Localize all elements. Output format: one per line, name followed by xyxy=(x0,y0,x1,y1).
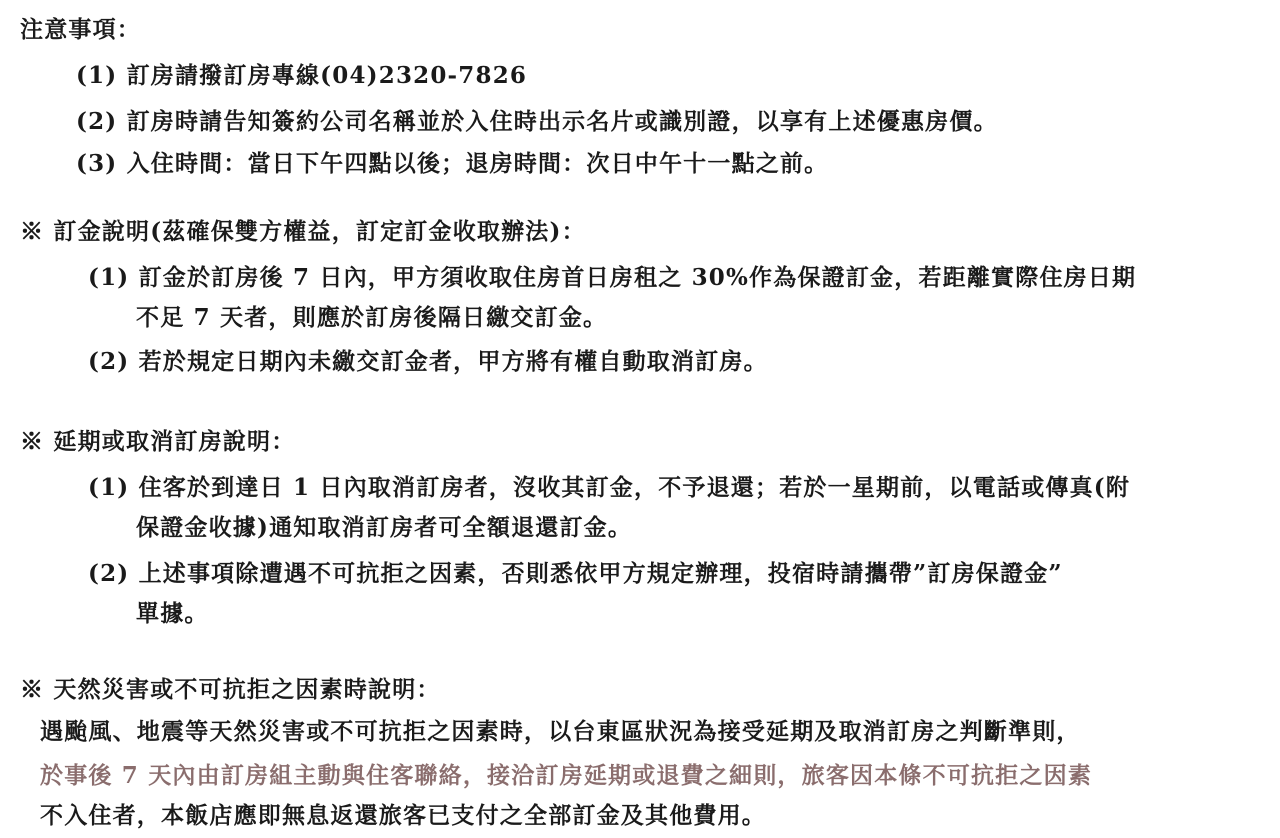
cancellation-item-2-line-2: 單據。 xyxy=(136,600,209,627)
notes-heading: 注意事項： xyxy=(20,16,141,43)
cancellation-item-1-line-1: (1) 住客於到達日 1 日內取消訂房者，沒收其訂金，不予退還；若於一星期前，以電話或傳真(附 xyxy=(88,474,1131,501)
deposit-item-1-line-1: (1) 訂金於訂房後 7 日內，甲方須收取住房首日房租之 30%作為保證訂金，若距離實際住房日期 xyxy=(88,264,1137,291)
notes-item-1: (1) 訂房請撥訂房專線(04)2320-7826 xyxy=(76,62,528,89)
disaster-line-1: 遇颱風、地震等天然災害或不可抗拒之因素時，以台東區狀況為接受延期及取消訂房之判斷準則， xyxy=(40,718,1081,745)
cancellation-item-1-line-2: 保證金收據)通知取消訂房者可全額退還訂金。 xyxy=(136,514,633,541)
disaster-line-3: 不入住者，本飯店應即無息返還旅客已支付之全部訂金及其他費用。 xyxy=(40,802,766,829)
cancellation-heading: ※ 延期或取消訂房說明： xyxy=(20,428,296,455)
notes-item-2: (2) 訂房時請告知簽約公司名稱並於入住時出示名片或識別證，以享有上述優惠房價。 xyxy=(76,108,998,135)
deposit-item-2: (2) 若於規定日期內未繳交訂金者，甲方將有權自動取消訂房。 xyxy=(88,348,768,375)
disaster-line-2: 於事後 7 天內由訂房組主動與住客聯絡，接洽訂房延期或退費之細則，旅客因本條不可抗拒之因素 xyxy=(40,762,1093,789)
notes-item-3: (3) 入住時間：當日下午四點以後；退房時間：次日中午十一點之前。 xyxy=(76,150,829,177)
cancellation-item-2-line-1: (2) 上述事項除遭遇不可抗拒之因素，否則悉依甲方規定辦理，投宿時請攜帶”訂房保證金” xyxy=(88,560,1063,587)
deposit-heading: ※ 訂金說明(茲確保雙方權益，訂定訂金收取辦法)： xyxy=(20,218,586,245)
disaster-heading: ※ 天然災害或不可抗拒之因素時說明： xyxy=(20,676,441,703)
deposit-item-1-line-2: 不足 7 天者，則應於訂房後隔日繳交訂金。 xyxy=(136,304,608,331)
